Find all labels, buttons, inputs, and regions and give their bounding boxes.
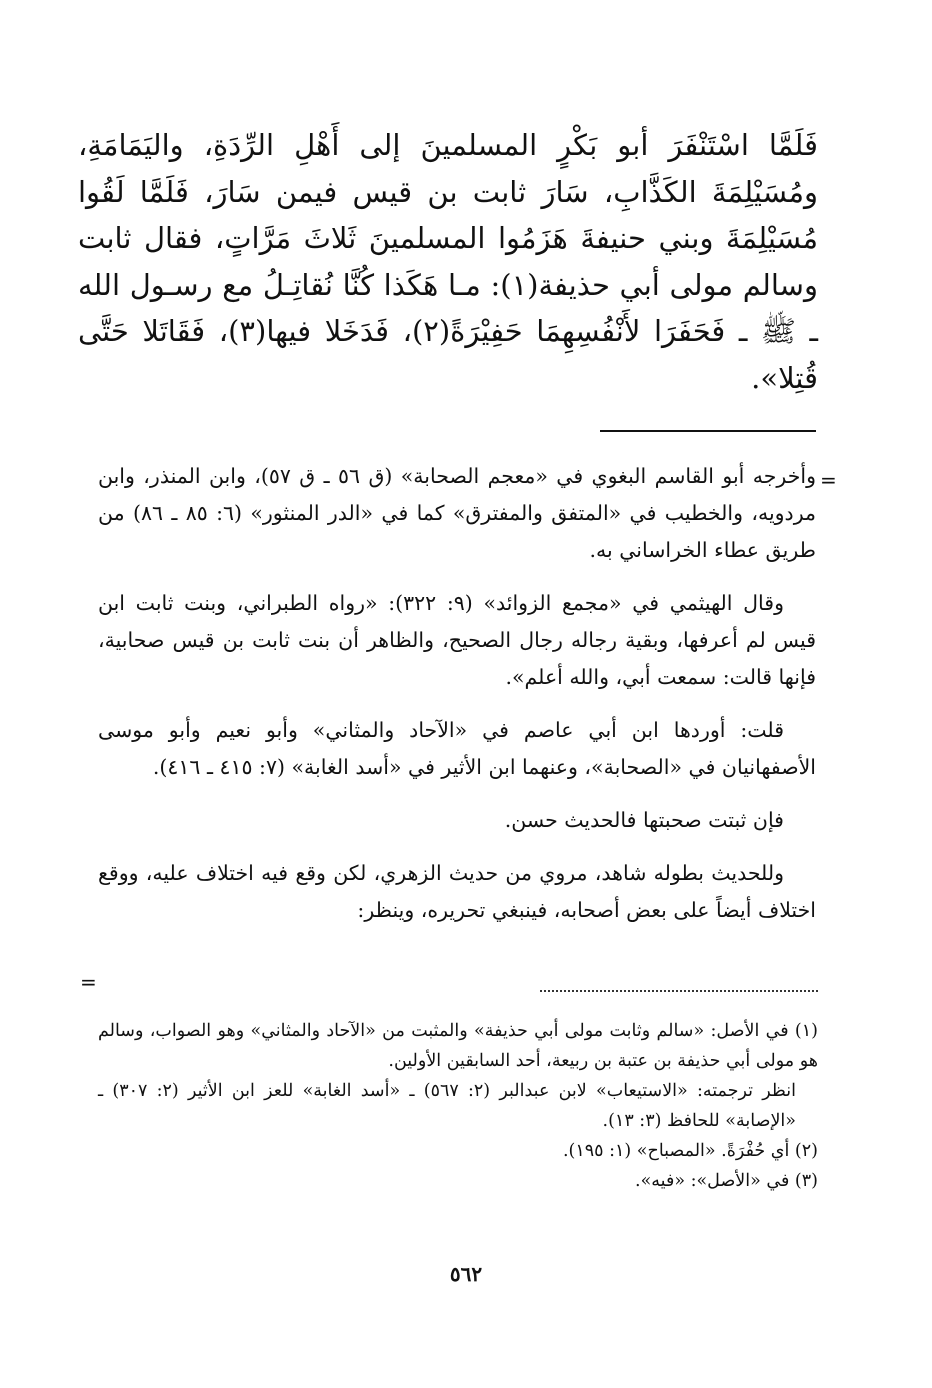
footnote-paragraph: وللحديث بطوله شاهد، مروي من حديث الزهري، لكن وقع فيه اختلاف عليه، ووقع اختلاف أيضاً على بعض أصحابه، فينبغي تحريره، وينظر:	[98, 861, 816, 922]
footnote-paragraph: فإن ثبتت صحبتها فالحديث حسن.	[504, 808, 784, 832]
footnotes	[98, 1016, 818, 1196]
footnote-paragraph: وأخرجه أبو القاسم البغوي في «معجم الصحابة» (ق ٥٦ ـ ق ٥٧)، وابن المنذر، وابن مردويه، والخطيب في «المتفق والمفترق» كما في «الدر المنثور» (٦: ٨٥ ـ ٨٦) من طريق عطاء الخراساني به.	[98, 464, 816, 562]
footnote-1: (١) في الأصل: «سالم وثابت مولى أبي حذيفة» والمثبت من «الآحاد والمثاني» وهو الصواب، وسالم هو مولى أبي حذيفة بن عتبة بن ربيعة، أحد السابقين الأولين.	[98, 1021, 818, 1071]
continued-footnote-block	[98, 458, 816, 945]
main-paragraph: فَلَمَّا اسْتَنْفَرَ أبو بَكْرٍ المسلمينَ إلى أَهْلِ الرِّدَةِ، واليَمَامَةِ، ومُسَيْلِمَةَ الكَذَّابِ، سَارَ ثابت بن قيس فيمن سَارَ، فَلَمَّا لَقُوا مُسَيْلِمَةَ وبني حنيفةَ هَزَمُوا المسلمينَ ثَلاثَ مَرَّاتٍ، فقال ثابت وسالم مولى أبي حذيفة(١): مـا هَكَذا كُنَّا نُقاتِـلُ مع رسـول الله ـ ﷺ ـ فَحَفَرَا لأَنْفُسِهِمَا حَفِيْرَةً(٢)، فَدَخَلا فيها(٣)، فَقَاتَلا حَتَّى قُتِلا».	[78, 128, 819, 395]
footnote-paragraph: قلت: أوردها ابن أبي عاصم في «الآحاد والمثاني» وأبو نعيم وأبو موسى الأصفهانيان في «الصحابة»، وعنهما ابن الأثير في «أسد الغابة» (٧: ٤١٥ ـ ٤١٦).	[98, 718, 816, 779]
footnote-2: (٢) أي حُفْرَةً. «المصباح» (١: ١٩٥).	[562, 1141, 818, 1161]
continuation-mark-bottom: =	[80, 970, 97, 994]
main-text	[78, 122, 818, 401]
footnote-separator-rule	[600, 430, 816, 432]
page-number: ٥٦٢	[449, 1262, 483, 1286]
footnote-3: (٣) في «الأصل»: «فيه».	[635, 1171, 818, 1191]
footnote-paragraph: وقال الهيثمي في «مجمع الزوائد» (٩: ٣٢٢): «رواه الطبراني، وبنت ثابت ابن قيس لم أعرفها، وبقية رجاله رجال الصحيح، والظاهر أن بنت ثابت بن قيس صحابية، فإنها قالت: سمعت أبي، والله أعلم».	[98, 591, 816, 689]
continuation-mark-top: =	[820, 468, 837, 492]
footnote-1-continuation: انظر ترجمته: «الاستيعاب» لابن عبدالبر (٢: ٥٦٧) ـ «أسد الغابة» للعز ابن الأثير (٢: ٣٠٧) ـ «الإصابة» للحافظ (٣: ١٣).	[98, 1081, 796, 1131]
footnote-dotted-separator	[540, 990, 818, 992]
